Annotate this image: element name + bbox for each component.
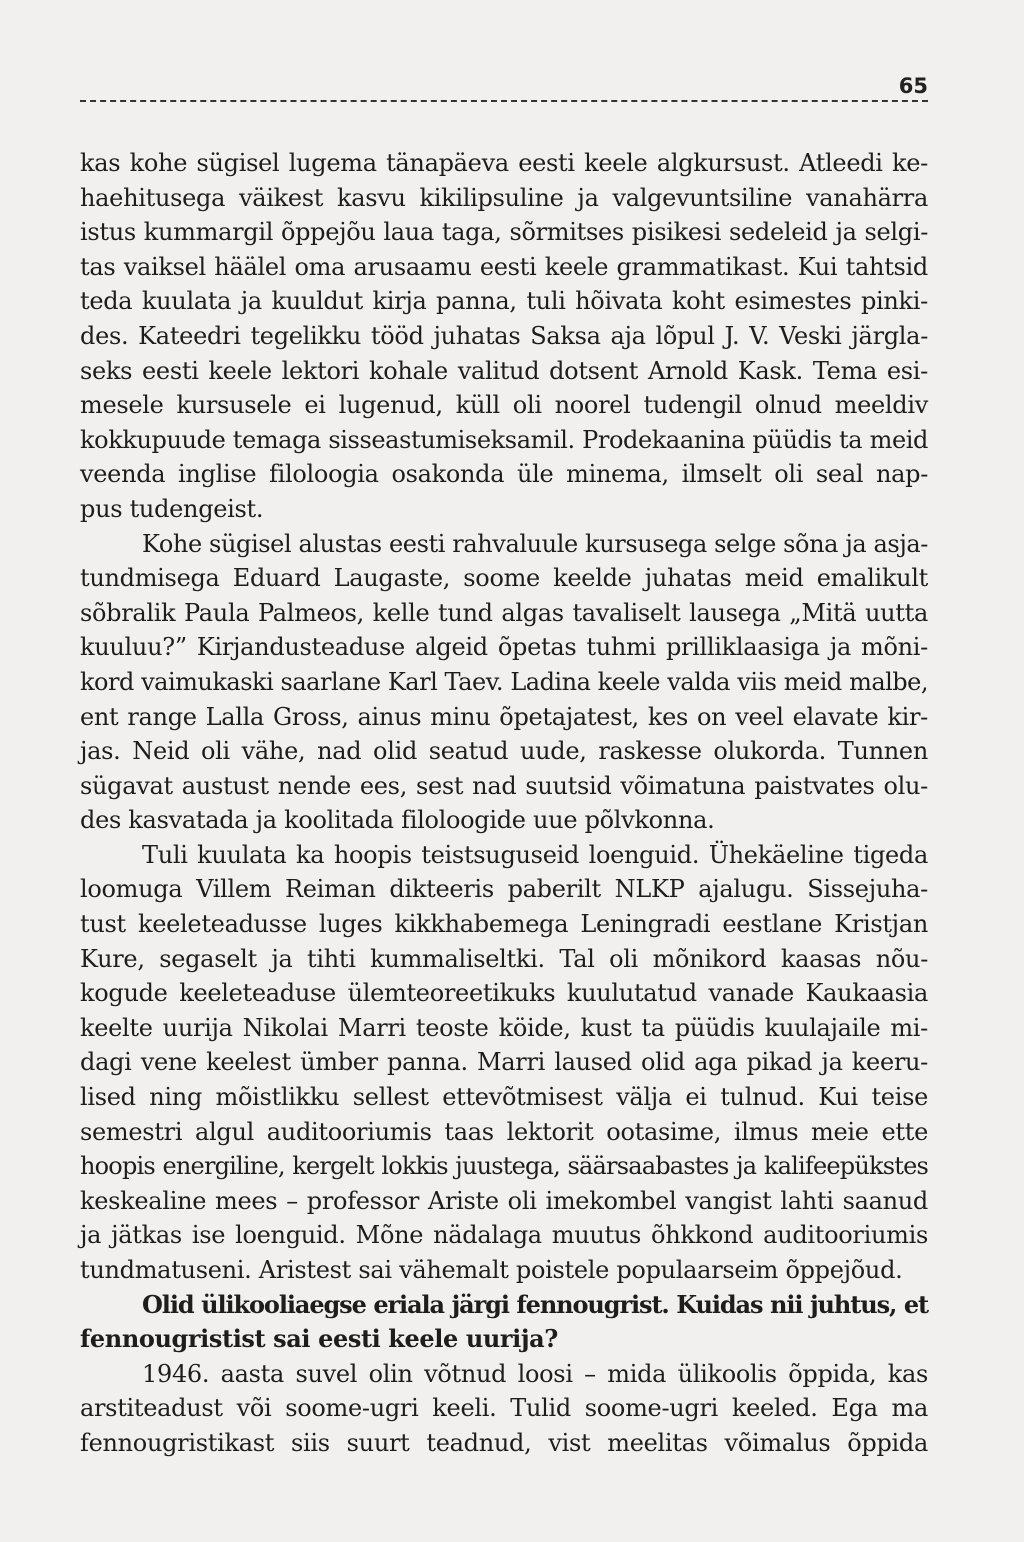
text-line: haehitusega väikest kasvu kikilipsuline ja valgevuntsiline vanahärra <box>80 183 928 212</box>
body-text <box>80 146 928 1461</box>
text-line: seks eesti keele lektori kohale valitud dotsent Arnold Kask. Tema esi- <box>80 356 928 385</box>
text-line: ja jätkas ise loenguid. Mõne nädalaga muutus õhkkond auditooriumis <box>80 1221 928 1250</box>
text-line: sügavat austust nende ees, sest nad suutsid võimatuna paistvates olu- <box>80 771 928 800</box>
text-line: kogude keeleteaduse ülemteoreetikuks kuulutatud vanade Kaukaasia <box>80 979 928 1008</box>
text-line: keelte uurija Nikolai Marri teoste köide, kust ta püüdis kuulajaile mi- <box>80 1013 928 1042</box>
text-line: Kohe sügisel alustas eesti rahvaluule kursusega selge sõna ja asja- <box>142 529 928 558</box>
text-line: arstiteadust või soome-ugri keeli. Tulid soome-ugri keeled. Ega ma <box>80 1394 928 1423</box>
text-line: des. Kateedri tegelikku tööd juhatas Saksa aja lõpul J. V. Veski järgla- <box>80 321 928 350</box>
text-line: kas kohe sügisel lugema tänapäeva eesti keele algkursust. Atleedi ke- <box>80 149 928 177</box>
interview-question-line: fennougristist sai eesti keele uurija? <box>80 1324 558 1354</box>
text-line: veenda inglise filoloogia osakonda üle minema, ilmselt oli seal nap- <box>80 460 928 489</box>
header-dashed-rule <box>80 100 928 102</box>
text-line: ent range Lalla Gross, ainus minu õpetajatest, kes on veel elavate kir- <box>80 702 928 731</box>
text-line: kuuluu?” Kirjandusteaduse algeid õpetas tuhmi prilliklaasiga ja mõni- <box>80 633 928 662</box>
text-line: mesele kursusele ei lugenud, küll oli noorel tudengil olnud meeldiv <box>80 391 928 420</box>
text-line: jas. Neid oli vähe, nad olid seatud uude, raskesse olukorda. Tunnen <box>80 737 928 766</box>
text-line: dagi vene keelest ümber panna. Marri laused olid aga pikad ja keeru- <box>80 1048 928 1077</box>
text-line: keskealine mees – professor Ariste oli imekombel vangist lahti saanud <box>80 1186 928 1215</box>
text-line: semestri algul auditooriumis taas lektorit ootasime, ilmus meie ette <box>80 1117 928 1146</box>
page-number: 65 <box>898 74 928 98</box>
text-line: lised ning mõistlikku sellest ettevõtmisest välja ei tulnud. Kui teise <box>80 1083 928 1112</box>
text-line: tundmatuseni. Aristest sai vähemalt poistele populaarseim õppejõud. <box>80 1256 903 1284</box>
text-line: tust keeleteadusse luges kikkhabemega Leningradi eestlane Kristjan <box>80 910 928 939</box>
text-line: des kasvatada ja koolitada filoloogide uue põlvkonna. <box>80 806 715 835</box>
text-line: kokkupuude temaga sisseastumiseksamil. Prodekaanina püüdis ta meid <box>80 425 928 454</box>
text-line: Kure, segaselt ja tihti kummaliseltki. Tal oli mõnikord kaasas nõu- <box>80 944 928 973</box>
text-line: pus tudengeist. <box>80 494 264 523</box>
text-line: hoopis energiline, kergelt lokkis juustega, säärsaabastes ja kalifeepükstes <box>80 1152 928 1181</box>
text-line: 1946. aasta suvel olin võtnud loosi – mida ülikoolis õppida, kas <box>142 1359 928 1388</box>
text-line: tundmisega Eduard Laugaste, soome keelde juhatas meid emalikult <box>80 564 928 593</box>
text-line: loomuga Villem Reiman dikteeris paberilt NLKP ajalugu. Sissejuha- <box>80 875 928 904</box>
text-line: teda kuulata ja kuuldut kirja panna, tuli hõivata koht esimestes pinki- <box>80 287 928 316</box>
text-line: tas vaiksel häälel oma arusaamu eesti keele grammatikast. Kui tahtsid <box>80 252 928 281</box>
text-line: kord vaimukaski saarlane Karl Taev. Ladina keele valda viis meid malbe, <box>80 667 928 696</box>
text-line: istus kummargil õppejõu laua taga, sõrmitses pisikesi sedeleid ja selgi- <box>80 218 928 247</box>
text-line: fennougristikast siis suurt teadnud, vist meelitas võimalus õppida <box>80 1428 928 1457</box>
interview-question-line: Olid ülikooliaegse eriala järgi fennougrist. Kuidas nii juhtus, et <box>142 1289 928 1319</box>
text-line: Tuli kuulata ka hoopis teistsuguseid loenguid. Ühekäeline tigeda <box>142 840 928 869</box>
page-header <box>80 68 928 106</box>
text-line: sõbralik Paula Palmeos, kelle tund algas tavaliselt lausega „Mitä uutta <box>80 598 928 627</box>
